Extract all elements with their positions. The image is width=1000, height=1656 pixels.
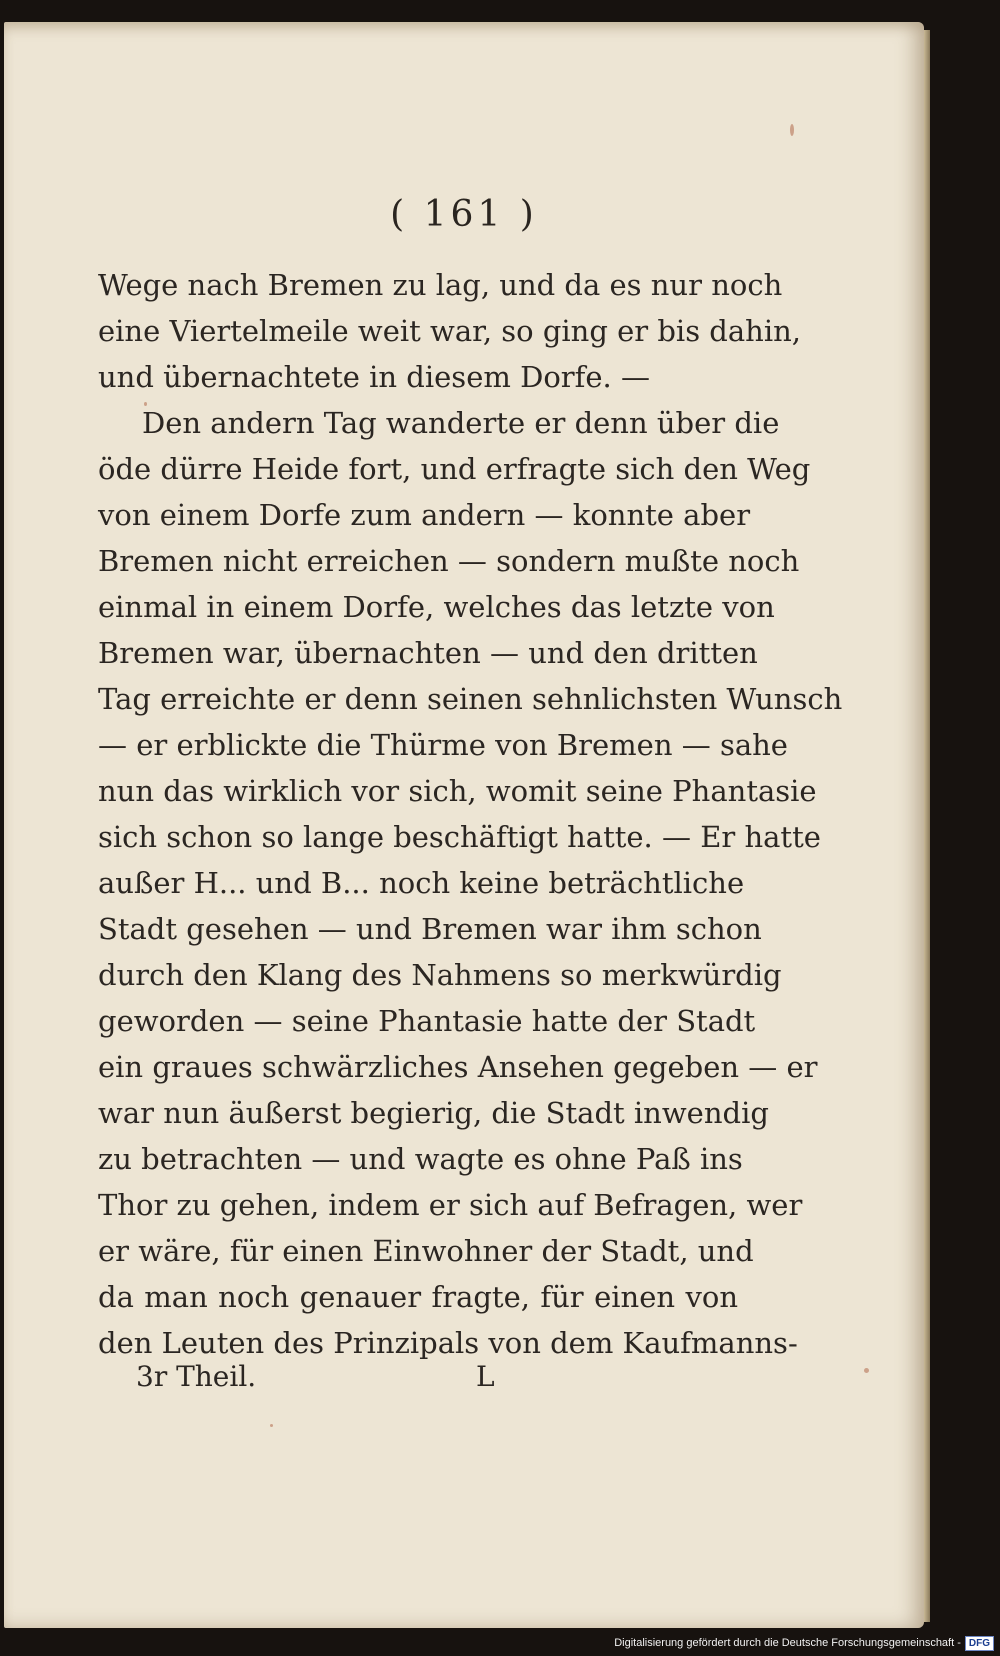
paper-speck	[270, 1424, 273, 1427]
text-line: da man noch genauer fragte, für einen von	[98, 1280, 738, 1314]
volume-signature: 3r Theil.	[136, 1360, 257, 1393]
text-line: von einem Dorfe zum andern — konnte aber	[98, 498, 751, 532]
page-body	[98, 262, 843, 1366]
text-line: durch den Klang des Nahmens so merkwürdig	[98, 958, 782, 992]
digitization-credit	[614, 1634, 994, 1652]
sheet-signature: L	[476, 1360, 495, 1393]
text-line: den Leuten des Prinzipals von dem Kaufmanns-	[98, 1326, 798, 1360]
text-line: Bremen nicht erreichen — sondern mußte noch	[98, 544, 800, 578]
text-line: zu betrachten — und wagte es ohne Paß ins	[98, 1142, 743, 1176]
text-line: — er erblickte die Thürme von Bremen — sahe	[98, 728, 788, 762]
credit-text: Digitalisierung gefördert durch die Deutsche Forschungsgemeinschaft -	[614, 1637, 961, 1649]
dfg-logo: DFG	[965, 1636, 994, 1651]
page-edge	[924, 30, 930, 1622]
book-page	[4, 22, 924, 1628]
text-line: Stadt gesehen — und Bremen war ihm schon	[98, 912, 762, 946]
text-line: einmal in einem Dorfe, welches das letzte von	[98, 590, 775, 624]
text-line: ein graues schwärzliches Ansehen gegeben — er	[98, 1050, 818, 1084]
text-line: Bremen war, übernachten — und den dritten	[98, 636, 758, 670]
page-number-header: ( 161 )	[390, 194, 538, 235]
paper-speck	[790, 124, 794, 136]
text-line: öde dürre Heide fort, und erfragte sich den Weg	[98, 452, 811, 486]
page-footer	[136, 1360, 656, 1400]
text-line: Tag erreichte er denn seinen sehnlichsten Wunsch	[98, 682, 843, 716]
text-line: sich schon so lange beschäftigt hatte. — Er hatte	[98, 820, 821, 854]
text-line: er wäre, für einen Einwohner der Stadt, und	[98, 1234, 754, 1268]
text-line: nun das wirklich vor sich, womit seine Phantasie	[98, 774, 817, 808]
text-line: außer H... und B... noch keine beträchtliche	[98, 866, 745, 900]
paper-speck	[144, 402, 147, 406]
paper-speck	[864, 1368, 869, 1373]
text-line: Den andern Tag wanderte er denn über die	[142, 406, 780, 440]
text-line: Thor zu gehen, indem er sich auf Befragen, wer	[98, 1188, 803, 1222]
text-line: Wege nach Bremen zu lag, und da es nur noch	[98, 268, 783, 302]
text-line: geworden — seine Phantasie hatte der Stadt	[98, 1004, 756, 1038]
text-line: und übernachtete in diesem Dorfe. —	[98, 360, 650, 394]
text-line: war nun äußerst begierig, die Stadt inwendig	[98, 1096, 769, 1130]
text-line: eine Viertelmeile weit war, so ging er bis dahin,	[98, 314, 802, 348]
